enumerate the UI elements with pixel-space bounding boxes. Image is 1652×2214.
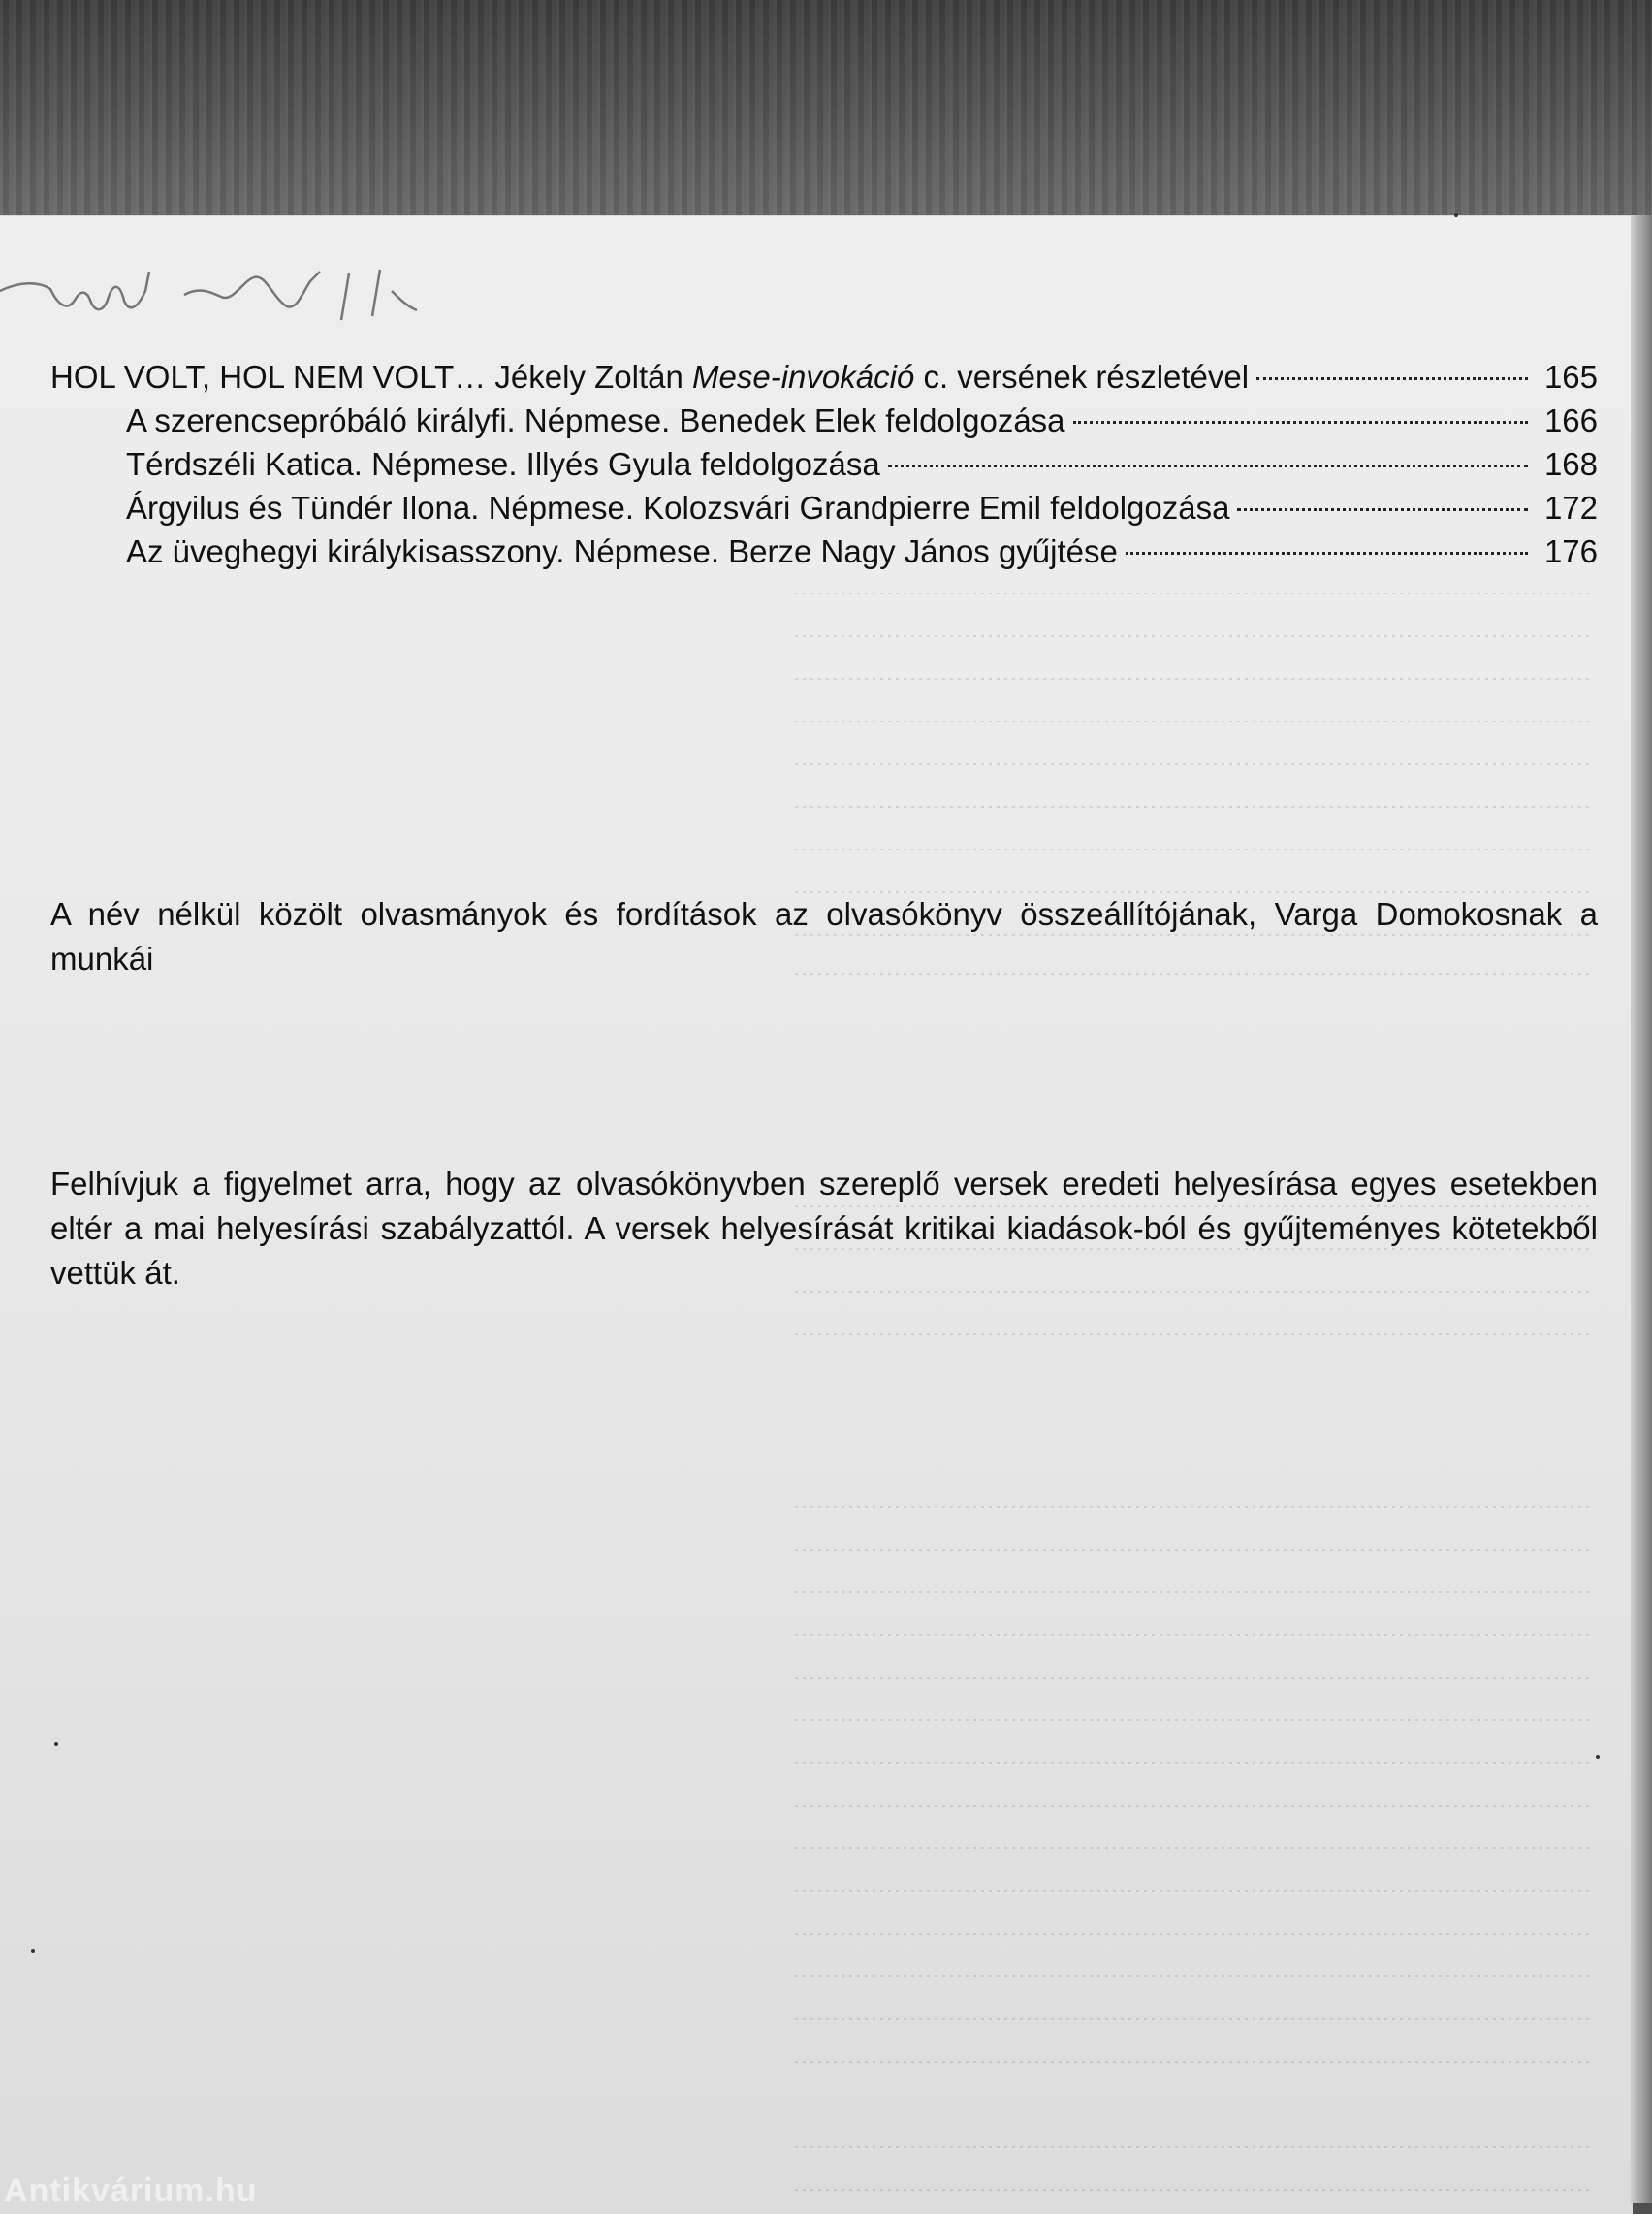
toc-page-number: 166 [1543,402,1598,438]
speck [1596,1755,1600,1759]
toc-entry-title: Az üveghegyi királykisasszony. Népmese. Berze Nagy János gyűjtése [126,533,1118,569]
page-edge-shadow [1631,215,1652,2203]
speck [31,1949,35,1953]
watermark: Antikvárium.hu [4,2172,258,2209]
dot-leader [1237,507,1528,511]
toc-entry-italic-title: Mese-invokáció [692,359,915,395]
dot-leader [888,464,1528,467]
dot-leader [1126,551,1528,555]
toc-entry [50,529,1598,573]
dot-leader [1073,420,1528,424]
toc-page-number: 172 [1543,490,1598,526]
dot-leader [1256,376,1528,380]
speck [54,1742,58,1746]
spelling-note: Felhívjuk a figyelmet arra, hogy az olvasókönyvben szereplő versek eredeti helyesírása egyes esetekben eltér a mai helyesírási szabályzattól. A versek helyesírását kritikai kiadások-ból és gyűjteményes kötetekből vettük át. [50,1166,1598,1291]
toc-entry [50,442,1598,486]
authorship-note: A név nélkül közölt olvasmányok és fordítások az olvasókönyv összeállítójának, Varga Domokosnak a munkái [50,896,1598,977]
table-of-contents [50,355,1598,573]
toc-entry-title: A szerencsepróbáló királyfi. Népmese. Benedek Elek feldolgozása [126,402,1065,438]
toc-entry [50,355,1598,399]
toc-page-number: 168 [1543,446,1598,482]
toc-entry [50,399,1598,442]
toc-page-number: 176 [1543,533,1598,569]
speck [1454,213,1458,217]
toc-entry [50,486,1598,529]
pencil-scribble-icon [0,252,427,349]
toc-entry-title: Térdszéli Katica. Népmese. Illyés Gyula feldolgozása [126,446,880,482]
scanner-backdrop [0,0,1652,223]
toc-entry-title: HOL VOLT, HOL NEM VOLT… Jékely Zoltán Mese-invokáció c. versének részletével [50,359,1250,395]
toc-entry-title: Árgyilus és Tündér Ilona. Népmese. Kolozsvári Grandpierre Emil feldolgozása [126,490,1230,526]
toc-page-number: 165 [1543,359,1598,395]
